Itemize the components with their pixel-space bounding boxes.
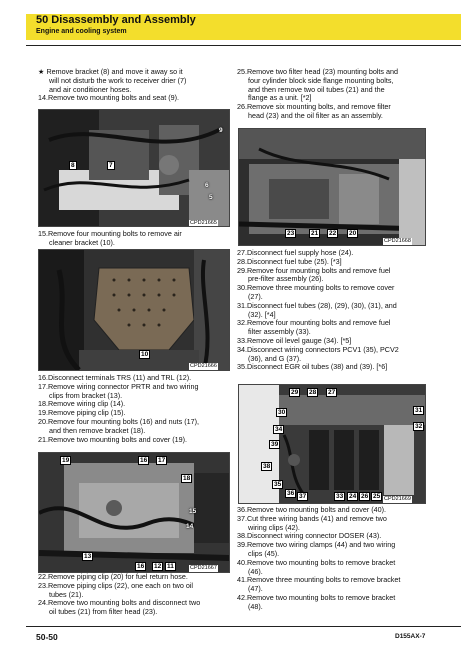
page-title: 50 Disassembly and Assembly (36, 14, 196, 26)
procedure-step (38, 68, 233, 94)
step-continuation: and then remove bracket (18). (49, 425, 146, 435)
step-continuation: cleaner bracket (10). (49, 237, 115, 247)
figure-caption: CPD21665 (190, 220, 217, 226)
procedure-step (237, 346, 442, 364)
step-text: 38.Disconnect wiring connector DOSER (43). (237, 531, 382, 541)
page-header (0, 0, 475, 44)
callout-14: 14 (186, 523, 194, 530)
procedure-step (38, 582, 233, 600)
callout-16: 16 (140, 457, 148, 464)
callout-7: 7 (109, 162, 113, 169)
callout-5: 5 (209, 194, 213, 201)
callout-6: 6 (205, 182, 209, 189)
step-continuation: (48). (248, 601, 263, 611)
procedure-step (38, 436, 233, 445)
step-text: 24.Remove two mounting bolts and disconnect two (38, 598, 201, 608)
left-steps-16-21 (38, 374, 233, 444)
step-continuation: (46). (248, 566, 263, 576)
step-text: 16.Disconnect terminals TRS (11) and TRL (12). (38, 373, 192, 382)
engine-photo-3 (39, 453, 230, 573)
page-number: 50-50 (36, 632, 58, 642)
callout-15: 15 (189, 508, 197, 515)
section-subtitle: Engine and cooling system (36, 28, 127, 35)
step-text: 39.Remove two wiring clamps (44) and two wiring (237, 540, 396, 550)
step-text: 19.Remove piping clip (15). (38, 408, 126, 418)
step-text: 28.Disconnect fuel tube (25). [*3] (237, 256, 342, 266)
step-continuation: will not disturb the work to receiver drier (7) (49, 75, 187, 85)
right-steps-25-26 (237, 68, 442, 121)
step-text: 27.Disconnect fuel supply hose (24). (237, 248, 354, 257)
step-text: 14.Remove two mounting bolts and seat (9). (38, 93, 180, 103)
procedure-step (237, 559, 442, 577)
callout-26: 26 (361, 493, 369, 500)
right-steps-36-42 (237, 506, 442, 612)
callout-18: 18 (183, 475, 191, 482)
procedure-step (237, 541, 442, 559)
footer-rule (26, 626, 461, 627)
right-steps-27-35 (237, 249, 442, 372)
step-continuation: filter assembly (33). (248, 327, 311, 337)
step-text: 37.Cut three wiring bands (41) and remove two (237, 513, 387, 523)
step-text: 40.Remove two mounting bolts to remove bracket (237, 557, 396, 567)
step-continuation: and then remove two oil tubes (21) and the (248, 84, 385, 94)
callout-16b: 16 (137, 563, 145, 570)
step-text: 32.Remove four mounting bolts and remove fuel (237, 318, 391, 328)
step-continuation: clips from bracket (13). (49, 390, 123, 400)
step-continuation: and air conditioner hoses. (49, 84, 132, 94)
figure-air-cleaner-bracket (38, 109, 230, 227)
figure-caption: CPD21666 (190, 363, 217, 369)
figure-bracket-and-clips (38, 452, 230, 573)
step-continuation: tubes (21). (49, 589, 84, 599)
engine-photo-5 (239, 385, 426, 504)
callout-8: 8 (71, 162, 75, 169)
step-text: 20.Remove four mounting bolts (16) and nuts (17), (38, 416, 200, 426)
callout-32: 32 (415, 423, 423, 430)
step-text: 41.Remove three mounting bolts to remove bracket (237, 575, 401, 585)
step-continuation: (36), and G (37). (248, 353, 302, 363)
callout-20: 20 (349, 230, 357, 237)
procedure-step (237, 576, 442, 594)
callout-36: 36 (287, 490, 295, 497)
callout-37: 37 (299, 493, 307, 500)
procedure-step (237, 594, 442, 612)
step-text: 26.Remove six mounting bolts, and remove filter (237, 102, 391, 112)
step-text: 35.Disconnect EGR oil tubes (38) and (39). [*6] (237, 362, 388, 372)
callout-12: 12 (154, 563, 162, 570)
step-continuation: (47). (248, 584, 263, 594)
engine-photo-1 (39, 110, 230, 227)
figure-caption: CPD21668 (384, 238, 411, 244)
left-top-steps (38, 68, 233, 103)
callout-21: 21 (311, 230, 319, 237)
procedure-step (237, 68, 442, 103)
step-continuation: wiring clips (42). (248, 522, 300, 532)
figure-caption: CPD21669 (384, 496, 411, 502)
engine-photo-2 (39, 250, 230, 371)
step-text: 25.Remove two filter head (23) mounting bolts and (237, 67, 399, 76)
step-text: 23.Remove piping clips (22), one each on two oil (38, 580, 194, 590)
step-text: 29.Remove four mounting bolts and remove fuel (237, 265, 391, 275)
callout-31: 31 (415, 407, 423, 414)
callout-30: 30 (278, 409, 286, 416)
step-text: 30.Remove three mounting bolts to remove cover (237, 283, 395, 293)
figure-fuel-filters (238, 384, 426, 504)
step-continuation: (27). (248, 291, 263, 301)
callout-13: 13 (84, 553, 92, 560)
step-continuation: clips (45). (248, 548, 280, 558)
step-text: 34.Disconnect wiring connectors PCV1 (35), PCV2 (237, 344, 399, 354)
callout-10: 10 (141, 351, 149, 358)
callout-27: 27 (328, 389, 336, 396)
procedure-step (237, 515, 442, 533)
model-code: D155AX-7 (395, 633, 426, 640)
procedure-step (237, 284, 442, 302)
step-continuation: oil tubes (21) from filter head (23). (49, 607, 158, 617)
callout-29: 29 (291, 389, 299, 396)
step-continuation: head (23) and the oil filter as an assembly. (248, 110, 383, 120)
procedure-step (237, 319, 442, 337)
callout-19: 19 (62, 457, 70, 464)
callout-35: 35 (274, 481, 282, 488)
step-text: 17.Remove wiring connector PRTR and two wiring (38, 381, 199, 391)
step-continuation: flange as a unit. [*2] (248, 93, 312, 103)
step-text: 36.Remove two mounting bolts and cover (40). (237, 505, 387, 514)
procedure-step (38, 230, 233, 248)
left-steps-22-24 (38, 573, 233, 617)
callout-28: 28 (309, 389, 317, 396)
procedure-step (237, 363, 442, 372)
left-mid-steps (38, 230, 233, 248)
step-text: 18.Remove wiring clip (14). (38, 399, 126, 409)
figure-caption: CPD21667 (190, 565, 217, 571)
callout-17: 17 (158, 457, 166, 464)
header-rule (26, 45, 461, 46)
step-text: ★ Remove bracket (8) and move it away so it (38, 67, 183, 76)
callout-23: 23 (287, 230, 295, 237)
step-text: 21.Remove two mounting bolts and cover (19). (38, 434, 188, 444)
procedure-step (38, 418, 233, 436)
step-continuation: four cylinder block side flange mounting bolts, (248, 75, 394, 85)
callout-11: 11 (167, 563, 174, 570)
procedure-step (38, 94, 233, 103)
callout-22: 22 (329, 230, 337, 237)
step-text: 31.Disconnect fuel tubes (28), (29), (30), (31), and (237, 300, 397, 310)
step-continuation: pre-filter assembly (26). (248, 274, 324, 284)
procedure-step (38, 383, 233, 401)
step-text: 33.Remove oil level gauge (34). [*5] (237, 335, 352, 345)
callout-33: 33 (336, 493, 344, 500)
step-text: 22.Remove piping clip (20) for fuel return hose. (38, 572, 188, 581)
procedure-step (237, 302, 442, 320)
callout-9: 9 (219, 127, 223, 134)
callout-34: 34 (275, 426, 283, 433)
step-text: 42.Remove two mounting bolts to remove bracket (237, 592, 396, 602)
callout-38: 38 (263, 463, 271, 470)
procedure-step (38, 599, 233, 617)
step-continuation: (32). [*4] (248, 309, 276, 319)
procedure-step (237, 267, 442, 285)
procedure-step (237, 103, 442, 121)
callout-25: 25 (373, 493, 381, 500)
callout-24: 24 (349, 493, 357, 500)
callout-39: 39 (271, 441, 279, 448)
figure-bracket-removed (38, 249, 230, 371)
step-text: 15.Remove four mounting bolts to remove air (38, 229, 182, 238)
figure-filter-head (238, 128, 426, 246)
